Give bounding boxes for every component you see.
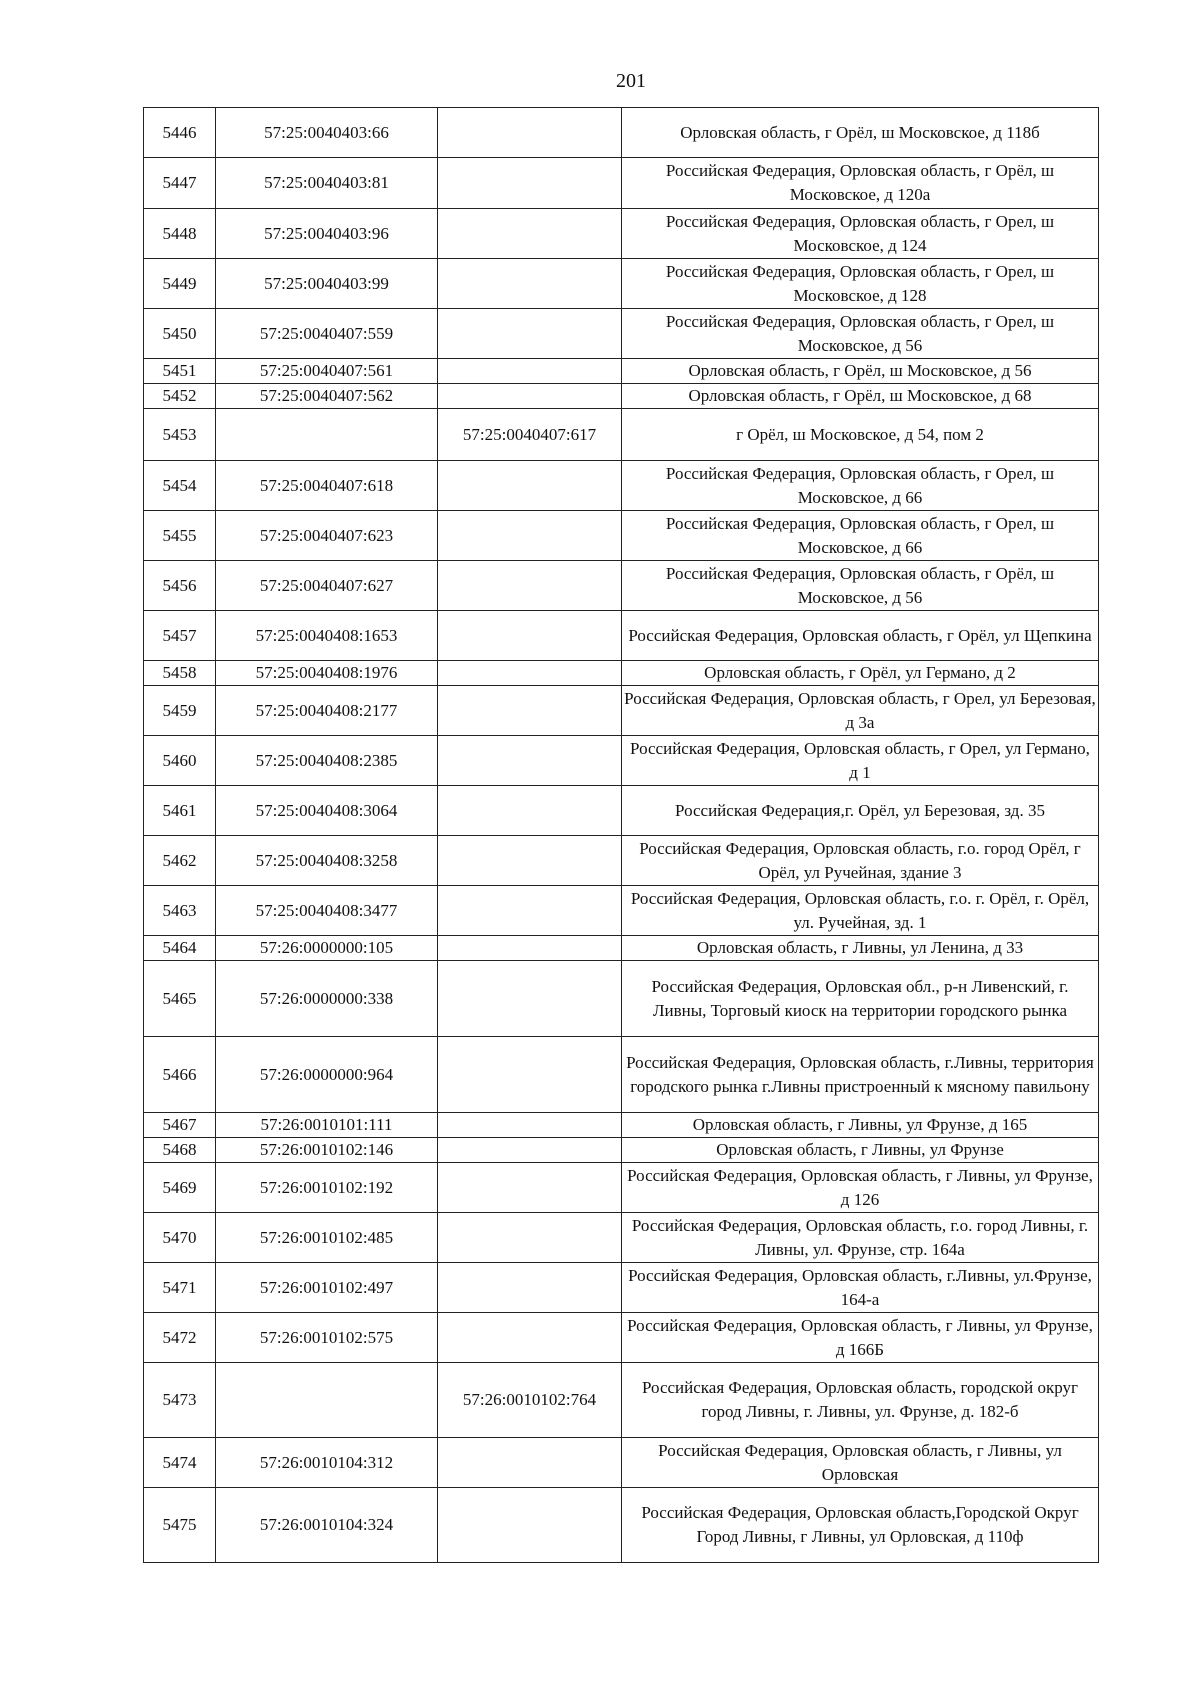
address-cell: Российская Федерация, Орловская область, г Орёл, ш Московское, д 56 — [622, 561, 1099, 611]
cadastral-number-cell: 57:25:0040403:66 — [216, 108, 438, 158]
table-row — [144, 108, 1099, 158]
cadastral-number-cell: 57:25:0040407:559 — [216, 309, 438, 359]
cadastral-number-cell: 57:25:0040407:627 — [216, 561, 438, 611]
cadastral-number-alt-cell — [438, 561, 622, 611]
address-cell: Российская Федерация,г. Орёл, ул Березовая, зд. 35 — [622, 786, 1099, 836]
table-row — [144, 1438, 1099, 1488]
row-number-cell: 5468 — [144, 1138, 216, 1163]
table-row — [144, 561, 1099, 611]
row-number-cell: 5454 — [144, 461, 216, 511]
cadastral-number-alt-cell — [438, 886, 622, 936]
cadastral-number-cell: 57:25:0040408:1653 — [216, 611, 438, 661]
cadastral-number-alt-cell — [438, 511, 622, 561]
cadastral-number-alt-cell — [438, 961, 622, 1037]
cadastral-number-alt-cell: 57:25:0040407:617 — [438, 409, 622, 461]
address-cell: Российская Федерация, Орловская область, г Орёл, ш Московское, д 120а — [622, 158, 1099, 209]
cadastral-number-cell: 57:26:0000000:338 — [216, 961, 438, 1037]
cadastral-number-cell: 57:26:0000000:964 — [216, 1037, 438, 1113]
row-number-cell: 5446 — [144, 108, 216, 158]
cadastral-number-cell: 57:25:0040407:618 — [216, 461, 438, 511]
table-row — [144, 786, 1099, 836]
table-row — [144, 661, 1099, 686]
table-row — [144, 1488, 1099, 1563]
row-number-cell: 5464 — [144, 936, 216, 961]
row-number-cell: 5457 — [144, 611, 216, 661]
address-cell: Российская Федерация, Орловская область,Городской Округ Город Ливны, г Ливны, ул Орловская, д 110ф — [622, 1488, 1099, 1563]
table-row — [144, 1363, 1099, 1438]
cadastral-number-alt-cell — [438, 1438, 622, 1488]
address-cell: Российская Федерация, Орловская область, г.Ливны, ул.Фрунзе, 164-а — [622, 1263, 1099, 1313]
address-cell: Российская Федерация, Орловская область, г Орел, ш Московское, д 66 — [622, 511, 1099, 561]
address-cell: г Орёл, ш Московское, д 54, пом 2 — [622, 409, 1099, 461]
address-cell: Орловская область, г Орёл, ш Московское, д 118б — [622, 108, 1099, 158]
cadastral-number-alt-cell — [438, 736, 622, 786]
row-number-cell: 5458 — [144, 661, 216, 686]
cadastral-number-cell: 57:25:0040408:3064 — [216, 786, 438, 836]
cadastral-number-cell: 57:26:0010102:192 — [216, 1163, 438, 1213]
cadastral-number-cell: 57:26:0000000:105 — [216, 936, 438, 961]
table-row — [144, 511, 1099, 561]
cadastral-number-cell: 57:25:0040403:96 — [216, 209, 438, 259]
cadastral-number-cell: 57:25:0040408:2177 — [216, 686, 438, 736]
row-number-cell: 5465 — [144, 961, 216, 1037]
address-cell: Орловская область, г Ливны, ул Ленина, д 33 — [622, 936, 1099, 961]
table-row — [144, 1138, 1099, 1163]
address-cell: Орловская область, г Орёл, ш Московское, д 68 — [622, 384, 1099, 409]
cadastral-number-alt-cell — [438, 661, 622, 686]
cadastral-number-alt-cell — [438, 1313, 622, 1363]
table-row — [144, 961, 1099, 1037]
row-number-cell: 5474 — [144, 1438, 216, 1488]
cadastral-number-cell — [216, 409, 438, 461]
cadastral-number-alt-cell — [438, 1113, 622, 1138]
cadastral-number-alt-cell — [438, 158, 622, 209]
cadastral-number-alt-cell — [438, 384, 622, 409]
address-cell: Российская Федерация, Орловская область, г Орел, ш Московское, д 56 — [622, 309, 1099, 359]
cadastral-number-cell: 57:26:0010102:146 — [216, 1138, 438, 1163]
address-cell: Российская Федерация, Орловская область, г Орел, ш Московское, д 128 — [622, 259, 1099, 309]
table-row — [144, 259, 1099, 309]
cadastral-number-alt-cell — [438, 1263, 622, 1313]
cadastral-number-cell: 57:26:0010104:312 — [216, 1438, 438, 1488]
cadastral-number-alt-cell — [438, 786, 622, 836]
row-number-cell: 5461 — [144, 786, 216, 836]
row-number-cell: 5466 — [144, 1037, 216, 1113]
cadastral-number-alt-cell — [438, 1138, 622, 1163]
address-cell: Орловская область, г Орёл, ш Московское, д 56 — [622, 359, 1099, 384]
address-cell: Орловская область, г Орёл, ул Германо, д 2 — [622, 661, 1099, 686]
cadastral-number-cell: 57:25:0040408:2385 — [216, 736, 438, 786]
table-row — [144, 686, 1099, 736]
page-number: 201 — [616, 70, 646, 92]
address-cell: Российская Федерация, Орловская область, г Орел, ш Московское, д 66 — [622, 461, 1099, 511]
table-row — [144, 209, 1099, 259]
cadastral-number-cell: 57:25:0040403:99 — [216, 259, 438, 309]
table-row — [144, 936, 1099, 961]
table-row — [144, 1313, 1099, 1363]
address-cell: Орловская область, г Ливны, ул Фрунзе, д 165 — [622, 1113, 1099, 1138]
cadastral-number-alt-cell — [438, 309, 622, 359]
address-cell: Российская Федерация, Орловская область, г.о. город Орёл, г Орёл, ул Ручейная, здание 3 — [622, 836, 1099, 886]
address-cell: Российская Федерация, Орловская область, г Ливны, ул Фрунзе, д 166Б — [622, 1313, 1099, 1363]
cadastral-number-cell: 57:26:0010102:575 — [216, 1313, 438, 1363]
row-number-cell: 5475 — [144, 1488, 216, 1563]
cadastral-number-alt-cell: 57:26:0010102:764 — [438, 1363, 622, 1438]
cadastral-number-cell: 57:26:0010102:485 — [216, 1213, 438, 1263]
address-cell: Российская Федерация, Орловская область, г Орёл, ул Щепкина — [622, 611, 1099, 661]
row-number-cell: 5450 — [144, 309, 216, 359]
address-cell: Российская Федерация, Орловская обл., р-н Ливенский, г. Ливны, Торговый киоск на территории городского рынка — [622, 961, 1099, 1037]
registry-table-body — [144, 108, 1099, 1563]
cadastral-number-alt-cell — [438, 836, 622, 886]
address-cell: Российская Федерация, Орловская область, г Орел, ш Московское, д 124 — [622, 209, 1099, 259]
address-cell: Российская Федерация, Орловская область, г Ливны, ул Фрунзе, д 126 — [622, 1163, 1099, 1213]
cadastral-number-alt-cell — [438, 108, 622, 158]
cadastral-number-cell: 57:25:0040408:1976 — [216, 661, 438, 686]
table-row — [144, 309, 1099, 359]
table-row — [144, 836, 1099, 886]
cadastral-number-cell: 57:25:0040403:81 — [216, 158, 438, 209]
cadastral-number-cell: 57:25:0040407:561 — [216, 359, 438, 384]
table-row — [144, 158, 1099, 209]
table-row — [144, 611, 1099, 661]
address-cell: Орловская область, г Ливны, ул Фрунзе — [622, 1138, 1099, 1163]
cadastral-number-alt-cell — [438, 1037, 622, 1113]
row-number-cell: 5459 — [144, 686, 216, 736]
address-cell: Российская Федерация, Орловская область, г Ливны, ул Орловская — [622, 1438, 1099, 1488]
cadastral-number-cell: 57:26:0010104:324 — [216, 1488, 438, 1563]
table-row — [144, 384, 1099, 409]
cadastral-number-alt-cell — [438, 686, 622, 736]
cadastral-number-alt-cell — [438, 209, 622, 259]
row-number-cell: 5451 — [144, 359, 216, 384]
row-number-cell: 5447 — [144, 158, 216, 209]
cadastral-number-cell: 57:26:0010101:111 — [216, 1113, 438, 1138]
cadastral-number-alt-cell — [438, 936, 622, 961]
table-row — [144, 1163, 1099, 1213]
cadastral-number-cell — [216, 1363, 438, 1438]
row-number-cell: 5462 — [144, 836, 216, 886]
address-cell: Российская Федерация, Орловская область, г.Ливны, территория городского рынка г.Ливны пристроенный к мясному павильону — [622, 1037, 1099, 1113]
table-row — [144, 461, 1099, 511]
cadastral-number-cell: 57:25:0040408:3477 — [216, 886, 438, 936]
row-number-cell: 5472 — [144, 1313, 216, 1363]
row-number-cell: 5448 — [144, 209, 216, 259]
table-row — [144, 1263, 1099, 1313]
row-number-cell: 5455 — [144, 511, 216, 561]
row-number-cell: 5469 — [144, 1163, 216, 1213]
cadastral-number-alt-cell — [438, 461, 622, 511]
row-number-cell: 5460 — [144, 736, 216, 786]
table-row — [144, 409, 1099, 461]
address-cell: Российская Федерация, Орловская область, г Орел, ул Германо, д 1 — [622, 736, 1099, 786]
row-number-cell: 5463 — [144, 886, 216, 936]
address-cell: Российская Федерация, Орловская область, городской округ город Ливны, г. Ливны, ул. Фрунзе, д. 182-б — [622, 1363, 1099, 1438]
row-number-cell: 5467 — [144, 1113, 216, 1138]
cadastral-number-alt-cell — [438, 1488, 622, 1563]
row-number-cell: 5470 — [144, 1213, 216, 1263]
address-cell: Российская Федерация, Орловская область, г Орел, ул Березовая, д 3а — [622, 686, 1099, 736]
table-row — [144, 1037, 1099, 1113]
cadastral-number-alt-cell — [438, 259, 622, 309]
row-number-cell: 5471 — [144, 1263, 216, 1313]
cadastral-number-alt-cell — [438, 359, 622, 384]
cadastral-number-cell: 57:26:0010102:497 — [216, 1263, 438, 1313]
cadastral-number-cell: 57:25:0040408:3258 — [216, 836, 438, 886]
table-row — [144, 1213, 1099, 1263]
row-number-cell: 5473 — [144, 1363, 216, 1438]
table-row — [144, 736, 1099, 786]
table-row — [144, 1113, 1099, 1138]
registry-table — [143, 107, 1099, 1563]
cadastral-number-alt-cell — [438, 1213, 622, 1263]
cadastral-number-cell: 57:25:0040407:623 — [216, 511, 438, 561]
address-cell: Российская Федерация, Орловская область, г.о. город Ливны, г. Ливны, ул. Фрунзе, стр. 164а — [622, 1213, 1099, 1263]
row-number-cell: 5456 — [144, 561, 216, 611]
address-cell: Российская Федерация, Орловская область, г.о. г. Орёл, г. Орёл, ул. Ручейная, зд. 1 — [622, 886, 1099, 936]
table-row — [144, 886, 1099, 936]
cadastral-number-cell: 57:25:0040407:562 — [216, 384, 438, 409]
row-number-cell: 5453 — [144, 409, 216, 461]
table-row — [144, 359, 1099, 384]
cadastral-number-alt-cell — [438, 611, 622, 661]
cadastral-number-alt-cell — [438, 1163, 622, 1213]
row-number-cell: 5449 — [144, 259, 216, 309]
row-number-cell: 5452 — [144, 384, 216, 409]
